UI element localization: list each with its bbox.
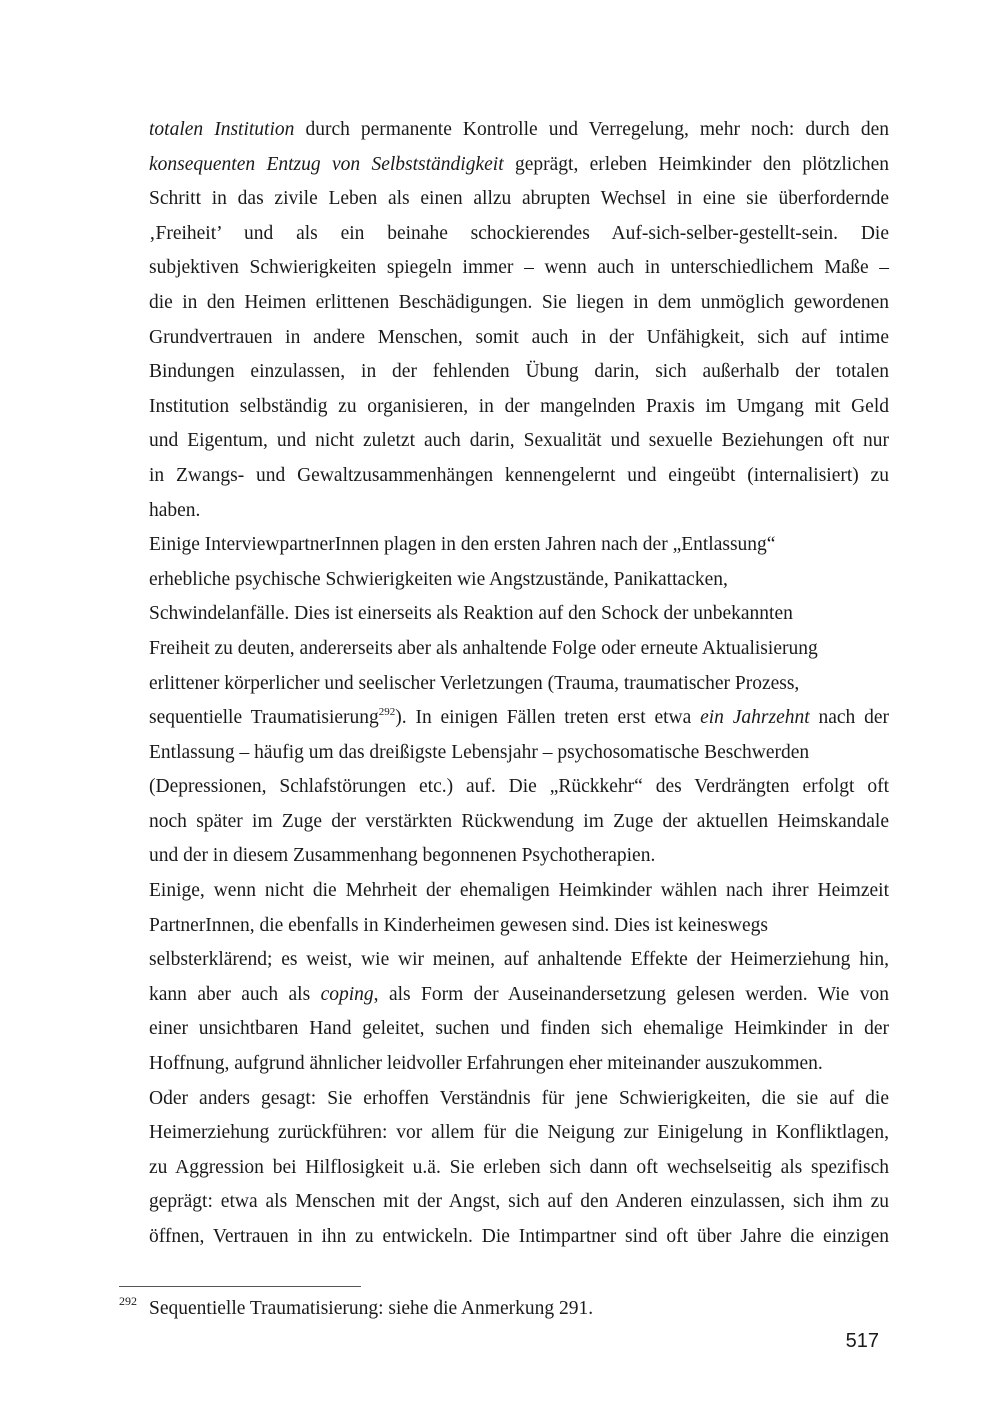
footnote-reference[interactable]: 292: [378, 706, 396, 719]
text-line: einer unsichtbaren Hand geleitet, suchen und finden sich ehemalige Heimkinder in der: [149, 1018, 889, 1040]
text-line: Schritt in das zivile Leben als einen allzu abrupten Wechsel in eine sie überfordernde: [149, 188, 889, 210]
text-span: nach der: [809, 707, 889, 729]
text-line: in Zwangs- und Gewaltzusammenhängen kennengelernt und eingeübt (internalisiert) zu: [149, 464, 889, 486]
footnote: [119, 1294, 879, 1320]
footnote-text: Sequentielle Traumatisierung: siehe die Anmerkung 291.: [149, 1298, 594, 1319]
text-line: noch später im Zuge der verstärkten Rückwendung im Zuge der aktuellen Heimskandale: [149, 810, 889, 832]
text-span: geprägt, erleben Heimkinder den plötzlichen: [503, 153, 889, 175]
text-line: und der in diesem Zusammenhang begonnenen Psychotherapien.: [149, 845, 656, 867]
text-line: Schwindelanfälle. Dies ist einerseits als Reaktion auf den Schock der unbekannten: [149, 603, 793, 625]
text-line: haben.: [149, 499, 201, 521]
text-line: Einige, wenn nicht die Mehrheit der ehemaligen Heimkinder wählen nach ihrer Heimzeit: [149, 880, 889, 902]
text-line: Freiheit zu deuten, andererseits aber als anhaltende Folge oder erneute Aktualisierung: [149, 637, 818, 659]
text-line: Institution selbständig zu organisieren, in der mangelnden Praxis im Umgang mit Geld: [149, 395, 889, 417]
text-line: Entlassung – häufig um das dreißigste Lebensjahr – psychosomatische Beschwerden: [149, 741, 810, 763]
text-span: , als Form der Auseinandersetzung gelesen werden. Wie von: [373, 983, 889, 1005]
text-line: [149, 148, 889, 183]
text-line: öffnen, Vertrauen in ihn zu entwickeln. Die Intimpartner sind oft über Jahre die einzigen: [149, 1226, 889, 1247]
text-line: subjektiven Schwierigkeiten spiegeln immer – wenn auch in unterschiedlichem Maße –: [149, 257, 889, 279]
text-line: Hoffnung, aufgrund ähnlicher leidvoller Erfahrungen eher miteinander auszukommen.: [149, 1053, 823, 1075]
text-line: (Depressionen, Schlafstörungen etc.) auf. Die „Rückkehr“ des Verdrängten erfolgt oft: [149, 776, 889, 798]
footnote-divider: [119, 1286, 361, 1287]
text-line: ‚Freiheit’ und als ein beinahe schockierendes Auf-sich-selber-gestellt-sein. Die: [149, 222, 889, 244]
text-line: PartnerInnen, die ebenfalls in Kinderheimen gewesen sind. Dies ist keineswegs: [149, 914, 768, 936]
text-line: selbsterklärend; es weist, wie wir meinen, auf anhaltende Effekte der Heimerziehung hin,: [149, 949, 889, 971]
text-line: Grundvertrauen in andere Menschen, somit auch in der Unfähigkeit, sich auf intime: [149, 326, 889, 348]
text-span: sequentielle Traumatisierung: [149, 707, 379, 729]
text-line: [149, 113, 889, 148]
text-line: Bindungen einzulassen, in der fehlenden Übung darin, sich außerhalb der totalen: [149, 361, 889, 383]
text-line: erlittener körperlicher und seelischer Verletzungen (Trauma, traumatischer Prozess,: [149, 672, 800, 694]
text-line: [149, 978, 889, 1013]
text-span: durch permanente Kontrolle und Verregelung, mehr noch: durch den: [294, 119, 889, 140]
text-line: und Eigentum, und nicht zuletzt auch darin, Sexualität und sexuelle Beziehungen oft nur: [149, 430, 889, 452]
page-number: 517: [845, 1330, 879, 1352]
text-line: erhebliche psychische Schwierigkeiten wie Angstzustände, Panikattacken,: [149, 568, 728, 590]
italic-term: ein Jahrzehnt: [700, 707, 810, 729]
text-line: zu Aggression bei Hilflosigkeit u.ä. Sie erleben sich dann oft wechselseitig als spezifisch: [149, 1156, 889, 1178]
text-line: Heimerziehung zurückführen: vor allem für die Neigung zur Einigelung in Konfliktlagen,: [149, 1122, 889, 1144]
text-span: kann aber auch als: [149, 983, 321, 1005]
italic-term: coping: [320, 983, 374, 1005]
text-line: Einige InterviewpartnerInnen plagen in den ersten Jahren nach der „Entlassung“: [149, 534, 776, 556]
text-line: Oder anders gesagt: Sie erhoffen Verständnis für jene Schwierigkeiten, die sie auf die: [149, 1087, 889, 1109]
italic-term: konsequenten Entzug von Selbstständigkeit: [149, 153, 504, 175]
text-line: [149, 701, 889, 736]
text-line: die in den Heimen erlittenen Beschädigungen. Sie liegen in dem unmöglich gewordenen: [149, 291, 889, 313]
footnote-number: 292: [119, 1294, 137, 1308]
text-line: geprägt: etwa als Menschen mit der Angst, sich auf den Anderen einzulassen, sich ihm zu: [149, 1191, 889, 1213]
text-span: ). In einigen Fällen treten erst etwa: [395, 707, 701, 729]
italic-term: totalen Institution: [149, 119, 295, 140]
body-text: [149, 113, 889, 1255]
